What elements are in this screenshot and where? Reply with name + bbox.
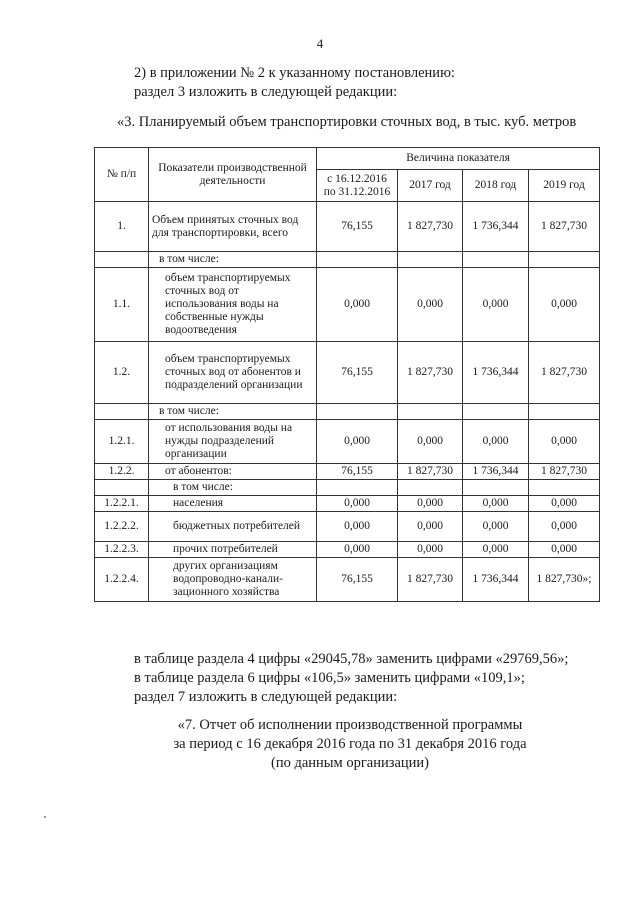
row-value: 0,000	[529, 420, 600, 464]
row-value: 0,000	[317, 496, 398, 512]
row-indicator-name: Объем принятых сточных вод для транспортировки, всего	[149, 202, 317, 252]
row-value: 0,000	[463, 542, 529, 558]
report-title-line-2: за период с 16 декабря 2016 года по 31 декабря 2016 года	[173, 736, 527, 752]
table-body	[95, 202, 600, 602]
table-row	[95, 512, 600, 542]
row-value: 1 827,730	[398, 202, 463, 252]
row-value	[463, 404, 529, 420]
header-indicator: Показатели производственной деятельности	[149, 148, 317, 202]
row-value: 0,000	[463, 496, 529, 512]
row-value: 1 827,730	[398, 558, 463, 602]
row-indicator-name: объем транспортируемых сточных вод от использования воды на собственные нужды водоотведения	[149, 268, 317, 342]
row-value: 0,000	[463, 420, 529, 464]
row-value: 0,000	[463, 512, 529, 542]
row-number: 1.2.2.4.	[95, 558, 149, 602]
intro-paragraph	[134, 64, 455, 102]
row-value: 1 736,344	[463, 342, 529, 404]
table-row	[95, 420, 600, 464]
row-value: 0,000	[529, 542, 600, 558]
row-value: 0,000	[529, 496, 600, 512]
row-value	[317, 480, 398, 496]
table-row	[95, 342, 600, 404]
row-value: 0,000	[463, 268, 529, 342]
row-value	[463, 252, 529, 268]
row-number: 1.2.1.	[95, 420, 149, 464]
report-title	[120, 716, 580, 773]
row-value	[529, 252, 600, 268]
table-row	[95, 202, 600, 252]
row-value	[398, 480, 463, 496]
row-value: 1 827,730	[529, 342, 600, 404]
row-value: 0,000	[317, 420, 398, 464]
table-row	[95, 496, 600, 512]
row-value: 1 827,730	[529, 464, 600, 480]
row-indicator-name: в том числе:	[149, 252, 317, 268]
row-value: 0,000	[317, 542, 398, 558]
row-value: 0,000	[398, 496, 463, 512]
row-value: 1 827,730»;	[529, 558, 600, 602]
row-value	[398, 252, 463, 268]
scan-speck	[44, 816, 46, 818]
page-number: 4	[316, 36, 324, 51]
header-value-group: Величина показателя	[317, 148, 600, 170]
replacement-line-1: в таблице раздела 4 цифры «29045,78» заменить цифрами «29769,56»;	[134, 651, 569, 667]
header-num: № п/п	[95, 148, 149, 202]
row-value	[463, 480, 529, 496]
row-value: 0,000	[398, 420, 463, 464]
row-value: 0,000	[529, 512, 600, 542]
row-value: 76,155	[317, 464, 398, 480]
row-indicator-name: прочих потребителей	[149, 542, 317, 558]
row-value: 1 827,730	[398, 342, 463, 404]
table-row	[95, 464, 600, 480]
intro-line-1: 2) в приложении № 2 к указанному постановлению:	[134, 65, 455, 81]
row-value	[317, 252, 398, 268]
row-value: 0,000	[398, 512, 463, 542]
table-row	[95, 404, 600, 420]
table-row	[95, 252, 600, 268]
row-value: 0,000	[317, 512, 398, 542]
report-title-line-1: «7. Отчет об исполнении производственной программы	[177, 717, 523, 733]
header-period: 2019 год	[529, 170, 600, 202]
row-value	[529, 480, 600, 496]
row-number	[95, 404, 149, 420]
row-indicator-name: в том числе:	[149, 404, 317, 420]
header-period: с 16.12.2016 по 31.12.2016	[317, 170, 398, 202]
header-period: 2018 год	[463, 170, 529, 202]
row-value: 0,000	[398, 268, 463, 342]
row-number: 1.2.2.	[95, 464, 149, 480]
row-value	[317, 404, 398, 420]
header-period: 2017 год	[398, 170, 463, 202]
row-value: 1 736,344	[463, 202, 529, 252]
transport-volume-table	[94, 147, 600, 602]
row-number: 1.1.	[95, 268, 149, 342]
row-indicator-name: в том числе:	[149, 480, 317, 496]
row-value: 1 827,730	[529, 202, 600, 252]
table-row	[95, 542, 600, 558]
row-value: 76,155	[317, 558, 398, 602]
replacements-paragraph	[134, 650, 568, 707]
replacement-line-3: раздел 7 изложить в следующей редакции:	[134, 689, 398, 705]
row-value: 76,155	[317, 342, 398, 404]
row-indicator-name: населения	[149, 496, 317, 512]
row-value: 0,000	[317, 268, 398, 342]
section-title: «3. Планируемый объем транспортировки сточных вод, в тыс. куб. метров	[117, 114, 577, 130]
row-value	[398, 404, 463, 420]
row-value: 1 736,344	[463, 464, 529, 480]
row-number	[95, 480, 149, 496]
table-row	[95, 558, 600, 602]
row-number: 1.2.2.2.	[95, 512, 149, 542]
row-value: 76,155	[317, 202, 398, 252]
row-indicator-name: от использования воды на нужды подразделений организации	[149, 420, 317, 464]
row-indicator-name: объем транспортируемых сточных вод от абонентов и подразделений организации	[149, 342, 317, 404]
row-number: 1.2.2.3.	[95, 542, 149, 558]
row-value: 1 736,344	[463, 558, 529, 602]
row-number: 1.	[95, 202, 149, 252]
table-row	[95, 480, 600, 496]
row-value	[529, 404, 600, 420]
table-row	[95, 268, 600, 342]
row-value: 0,000	[529, 268, 600, 342]
row-indicator-name: других организациям водопроводно-канали- зационного хозяйства	[149, 558, 317, 602]
row-number: 1.2.	[95, 342, 149, 404]
report-title-line-3: (по данным организации)	[270, 755, 429, 771]
row-value: 0,000	[398, 542, 463, 558]
replacement-line-2: в таблице раздела 6 цифры «106,5» заменить цифрами «109,1»;	[134, 670, 525, 686]
row-indicator-name: бюджетных потребителей	[149, 512, 317, 542]
intro-line-2: раздел 3 изложить в следующей редакции:	[134, 84, 398, 100]
row-number	[95, 252, 149, 268]
row-indicator-name: от абонентов:	[149, 464, 317, 480]
row-value: 1 827,730	[398, 464, 463, 480]
row-number: 1.2.2.1.	[95, 496, 149, 512]
